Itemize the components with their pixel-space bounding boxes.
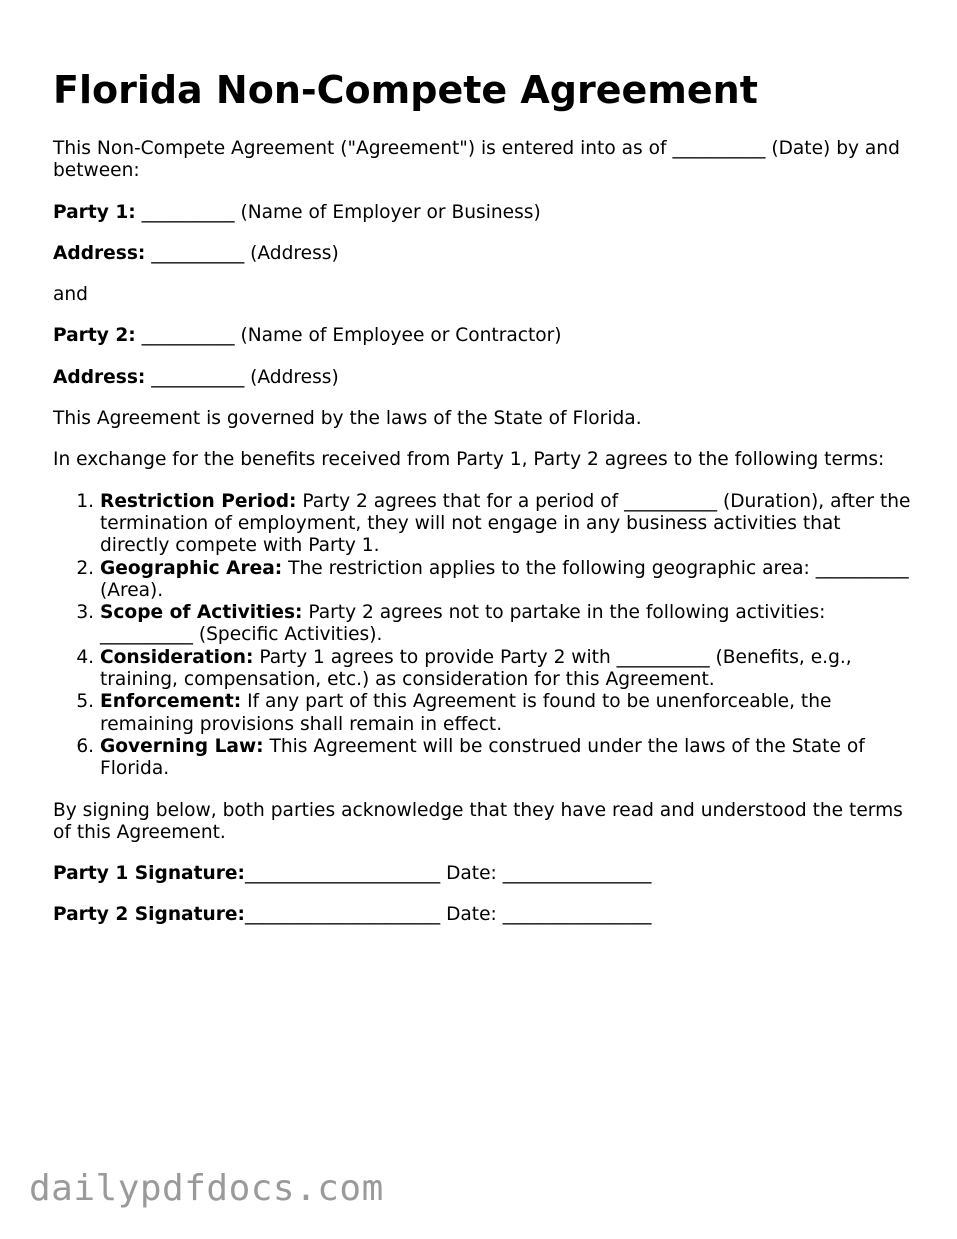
- party1-text: __________ (Name of Employer or Business): [135, 201, 541, 223]
- term-text: Party 1 agrees to provide Party 2 with __________ (Benefits, e.g., training, compensation, etc.) as consideration for this Agreement.: [100, 646, 852, 691]
- term-text: If any part of this Agreement is found to be unenforceable, the remaining provisions shall remain in effect.: [100, 691, 832, 735]
- party2-text: __________ (Name of Employee or Contractor): [135, 325, 562, 347]
- signature2-text: _____________________ Date: ________________: [244, 904, 652, 926]
- term-text: The restriction applies to the following geographic area: __________ (Area).: [100, 557, 909, 601]
- term-label: Consideration:: [100, 646, 254, 668]
- term-item: [100, 647, 913, 692]
- and-text: and: [53, 284, 88, 306]
- address2-line: [53, 367, 913, 389]
- term-item: [100, 491, 913, 558]
- address1-line: [53, 243, 913, 265]
- party2-label: Party 2:: [53, 325, 136, 347]
- document-title: Florida Non-Compete Agreement: [53, 68, 758, 112]
- address1-text: __________ (Address): [145, 242, 339, 264]
- term-text: Party 2 agrees not to partake in the following activities: __________ (Specific Activities).: [100, 602, 826, 646]
- term-item: [100, 691, 913, 736]
- signature1-text: _____________________ Date: ________________: [244, 863, 652, 885]
- exchange-paragraph: In exchange for the benefits received from Party 1, Party 2 agrees to the following terms:: [53, 449, 885, 471]
- signature2-line: [53, 904, 913, 926]
- watermark: dailypdfdocs.com: [29, 1168, 384, 1209]
- term-label: Geographic Area:: [100, 557, 283, 579]
- term-label: Governing Law:: [100, 735, 264, 757]
- term-label: Enforcement:: [100, 691, 242, 713]
- signature1-line: [53, 863, 913, 885]
- governed-paragraph: This Agreement is governed by the laws of the State of Florida.: [53, 408, 642, 430]
- signature2-label: Party 2 Signature:: [53, 904, 245, 926]
- term-item: [100, 602, 913, 647]
- intro-paragraph: This Non-Compete Agreement ("Agreement") is entered into as of __________ (Date) by and between:: [53, 138, 900, 182]
- party1-line: [53, 202, 913, 224]
- party2-line: [53, 325, 913, 347]
- address2-text: __________ (Address): [145, 366, 339, 388]
- term-text: Party 2 agrees that for a period of __________ (Duration), after the termination of employment, they will not engage in any business activities that directly compete with Party 1.: [100, 490, 911, 557]
- address1-label: Address:: [53, 242, 146, 264]
- party1-label: Party 1:: [53, 201, 136, 223]
- document-page: [53, 64, 913, 946]
- term-label: Restriction Period:: [100, 490, 297, 512]
- term-label: Scope of Activities:: [100, 602, 303, 624]
- terms-list: [53, 491, 913, 781]
- term-text: This Agreement will be construed under the laws of the State of Florida.: [100, 735, 865, 780]
- signature1-label: Party 1 Signature:: [53, 863, 245, 885]
- term-item: [100, 736, 913, 781]
- address2-label: Address:: [53, 366, 146, 388]
- term-item: [100, 558, 913, 603]
- acknowledge-paragraph: By signing below, both parties acknowledge that they have read and understood the terms of this Agreement.: [53, 799, 903, 843]
